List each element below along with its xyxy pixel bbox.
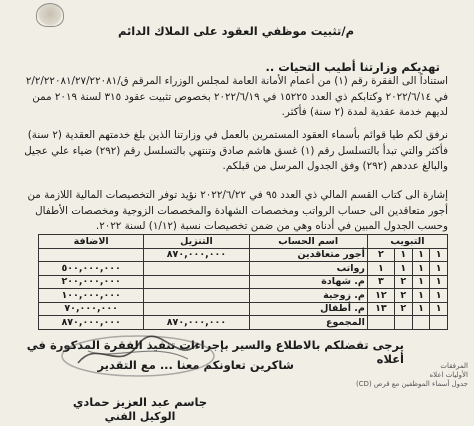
closing-thanks: شاكرين تعاونكم معنا ... مع التقدير [97, 358, 294, 372]
cell-section: ١ [412, 302, 430, 316]
table-row [39, 302, 448, 316]
cell-total-addition: ٨٧٠,٠٠٠,٠٠٠ [39, 316, 144, 330]
cell-item: ١ [394, 262, 412, 276]
cell-section [412, 316, 430, 330]
cell-addition: ٥٠٠,٠٠٠,٠٠٠ [39, 262, 144, 276]
table-row [39, 275, 448, 289]
cell-section: ١ [412, 248, 430, 262]
cell-subitem: ١٢ [367, 289, 394, 303]
cell-reduction [144, 275, 249, 289]
attachments-item-2: جدول أسماء الموظفين مع قرص (CD) [355, 380, 468, 388]
cell-chapter [430, 316, 448, 330]
cell-item: ٢ [394, 275, 412, 289]
cell-subitem: ١ [367, 262, 394, 276]
cell-item [394, 316, 412, 330]
table-row [39, 248, 448, 262]
signature-stamp-icon [58, 333, 218, 379]
header-classification: التبويب [367, 235, 447, 249]
signatory-name: جاسم عبد العزيز حمادي [72, 395, 208, 409]
table-row [39, 262, 448, 276]
cell-account-name: م. أطفال [249, 302, 367, 316]
cell-reduction: ٨٧٠,٠٠٠,٠٠٠ [144, 248, 249, 262]
cell-reduction [144, 302, 249, 316]
cell-section: ١ [412, 289, 430, 303]
greeting: تهديكم وزارتنا أطيب التحيات .. [265, 60, 440, 74]
cell-item: ٢ [394, 289, 412, 303]
closing-request: يرجى تفضلكم بالاطلاع والسير بإجراءات تنفيذ الفقرة المذكورة في أعلاه [26, 338, 404, 366]
cell-addition: ٧٠,٠٠٠,٠٠٠ [39, 302, 144, 316]
paragraph-1: استناداً الى الفقرة رقم (١) من أعمام الأمانة العامة لمجلس الوزراء المرقم ق/٢/٢/٢٢٠٨١/٢٧/٢٢٠٨١ في ٢٠٢٢/٦/١٤ وكتابكم ذي العدد ١٥٢٢٥ في ٢٠٢٢/٦/١٩ بخصوص تثبيت عقود ٣١٥ لسنة ٢٠١٩ ممن لديهم خدمة عقدية لمدة (٢ سنة) فأكثر. [25, 75, 448, 118]
table-total-row [39, 316, 448, 330]
table-header-row [39, 235, 448, 249]
signatory-title: الوكيل الفني [104, 410, 176, 423]
allocation-table [38, 234, 448, 330]
cell-addition [39, 248, 144, 262]
header-account-name: اسم الحساب [249, 235, 367, 249]
cell-subitem: ٣ [367, 275, 394, 289]
header-addition: الاضافة [39, 235, 144, 249]
cell-account-name: م. شهادة [249, 275, 367, 289]
cell-addition: ١٠٠,٠٠٠,٠٠٠ [39, 289, 144, 303]
cell-account-name: رواتب [249, 262, 367, 276]
cell-section: ١ [412, 262, 430, 276]
cell-chapter: ١ [430, 275, 448, 289]
paragraph-2: نرفق لكم طيا قوائم بأسماء العقود المستمرين بالعمل في وزارتنا الذين بلغ خدمتهم العقدية (٢ سنة) فأكثر والتي تبدأ بالتسلسل رقم (١) غسق هاشم صادق وتنتهي بالتسلسل رقم (٢٩٢) ضياء علي عجيل والبالغ عددهم (٢٩٢) وفق الجدول المرسل من قبلكم. [24, 129, 448, 172]
cell-account-name: أجور متعاقدين [249, 248, 367, 262]
letter-subject: م/تثبيت موظفي العقود على الملاك الدائم [117, 24, 354, 38]
cell-reduction [144, 289, 249, 303]
cell-section: ١ [412, 275, 430, 289]
cell-subitem: ٢ [367, 248, 394, 262]
table-row [39, 289, 448, 303]
cell-account-name: م. زوجية [249, 289, 367, 303]
cell-addition: ٢٠٠,٠٠٠,٠٠٠ [39, 275, 144, 289]
cell-reduction [144, 262, 249, 276]
attachments-label: المرفقات [440, 362, 468, 370]
paragraph-3: إشارة الى كتاب القسم المالي ذي العدد ٩٥ في ٢٠٢٢/٦/٢٢ نؤيد توفر التخصيصات المالية اللازمة من أجور متعاقدين الى حساب الرواتب ومخصصات الشهادة والمخصصات الزوجية ومخصصات الأطفال وحسب الجدول المبين في أدناه وهي من ضمن تخصيصات نسبة (١/١٢) لسنة ٢٠٢٢. [27, 189, 448, 232]
ministry-emblem-icon [36, 3, 64, 27]
cell-chapter: ١ [430, 302, 448, 316]
cell-chapter: ١ [430, 289, 448, 303]
cell-chapter: ١ [430, 248, 448, 262]
cell-subitem [367, 316, 394, 330]
header-reduction: التنزيل [144, 235, 249, 249]
attachments-block [356, 362, 468, 389]
cell-item: ١ [394, 248, 412, 262]
cell-subitem: ١٣ [367, 302, 394, 316]
cell-total-reduction: ٨٧٠,٠٠٠,٠٠٠ [144, 316, 249, 330]
cell-chapter: ١ [430, 262, 448, 276]
attachments-item-1: الأوليات اعلاه [429, 371, 468, 379]
cell-total-label: المجموع [249, 316, 367, 330]
cell-item: ٢ [394, 302, 412, 316]
